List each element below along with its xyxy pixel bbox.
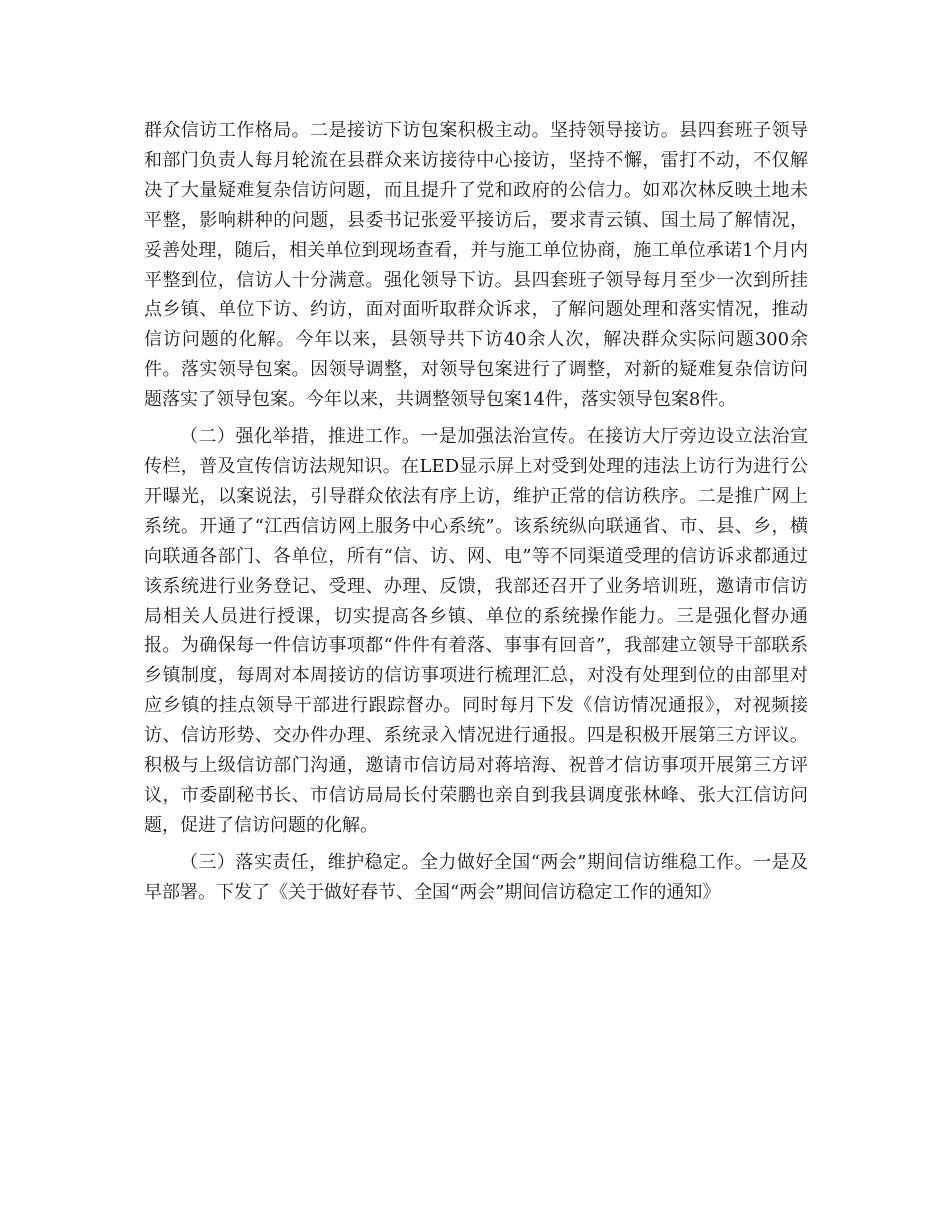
paragraph-2: （二）强化举措，推进工作。一是加强法治宣传。在接访大厅旁边设立法治宣传栏，普及宣传信访法规知识。在LED显示屏上对受到处理的违法上访行为进行公开曝光，以案说法，引导群众依法有序上访，维护正常的信访秩序。二是推广网上系统。开通了“江西信访网上服务中心系统”。该系统纵向联通省、市、县、乡，横向联通各部门、各单位，所有“信、访、网、电”等不同渠道受理的信访诉求都通过该系统进行业务登记、受理、办理、反馈，我部还召开了业务培训班，邀请市信访局相关人员进行授课，切实提高各乡镇、单位的系统操作能力。三是强化督办通报。为确保每一件信访事项都“件件有着落、事事有回音”，我部建立领导干部联系乡镇制度，每周对本周接访的信访事项进行梳理汇总，对没有处理到位的由部里对应乡镇的挂点领导干部进行跟踪督办。同时每月下发《信访情况通报》，对视频接访、信访形势、交办件办理、系统录入情况进行通报。四是积极开展第三方评议。积极与上级信访部门沟通，邀请市信访局对蒋培海、祝普才信访事项开展第三方评议，市委副秘书长、市信访局局长付荣鹏也亲自到我县调度张林峰、张大江信访问题，促进了信访问题的化解。 — [144, 426, 808, 836]
paragraph-1: 群众信访工作格局。二是接访下访包案积极主动。坚持领导接访。县四套班子领导和部门负责人每月轮流在县群众来访接待中心接访，坚持不懈，雷打不动，不仅解决了大量疑难复杂信访问题，而且提升了党和政府的公信力。如邓次林反映土地未平整，影响耕种的问题，县委书记张爱平接访后，要求青云镇、国土局了解情况，妥善处理，随后，相关单位到现场查看，并与施工单位协商，施工单位承诺1个月内平整到位，信访人十分满意。强化领导下访。县四套班子领导每月至少一次到所挂点乡镇、单位下访、约访，面对面听取群众诉求，了解问题处理和落实情况，推动信访问题的化解。今年以来，县领导共下访40余人次，解决群众实际问题300余件。落实领导包案。因领导调整，对领导包案进行了调整，对新的疑难复杂信访问题落实了领导包案。今年以来，共调整领导包案14件，落实领导包案8件。 — [144, 120, 808, 411]
document-body — [144, 116, 808, 915]
paragraph-3: （三）落实责任，维护稳定。全力做好全国“两会”期间信访维稳工作。一是及早部署。下发了《关于做好春节、全国“两会”期间信访稳定工作的通知》 — [144, 851, 808, 903]
